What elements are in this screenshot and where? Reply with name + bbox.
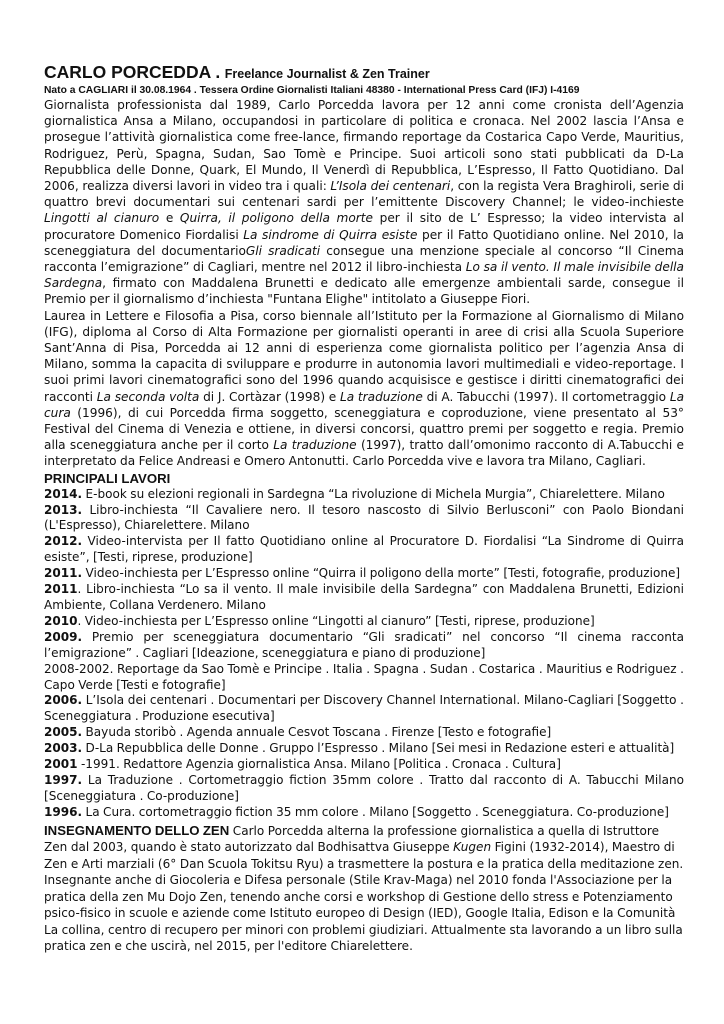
work-year: 2011 (44, 582, 78, 597)
work-entry (44, 534, 684, 566)
work-description: Video-inchiesta per L’Espresso online “Quirra il poligono della morte” [Testi, fotografie, produzione] (82, 566, 681, 581)
biography-paragraph-1 (44, 97, 684, 308)
work-description: -1991. Redattore Agenzia giornalistica Ansa. Milano [Politica . Cronaca . Cultura] (77, 757, 561, 772)
bio-text: (1996), di cui Porcedda firma soggetto, sceneggiatura e coproduzione, viene presentato al 53° Festival del Cinema di Venezia e ottiene, in diversi concorsi, quattro premi per soggetto e regia. Premio alla sceneggiatura anche per il corto (44, 405, 684, 453)
work-entry (44, 582, 684, 614)
works-list (44, 487, 684, 821)
work-description: La Cura. cortometraggio fiction 35 mm colore . Milano [Soggetto . Sceneggiatura. Co-produzione] (82, 804, 669, 819)
work-description: Premio per sceneggiatura documentario “Gli sradicati” nel concorso “Il cinema racconta l’emigrazione” . Cagliari [Ideazione, sceneggiatura e piano di produzione] (44, 629, 684, 660)
work-year: 2009. (44, 629, 83, 644)
cv-header (44, 62, 684, 83)
work-description: D-La Repubblica delle Donne . Gruppo l’Espresso . Milano [Sei mesi in Redazione esteri e attualità] (82, 741, 675, 756)
work-title: Quirra, il poligono della morte (179, 211, 373, 226)
work-year: 2011. (44, 566, 83, 581)
bio-text: , firmato con Maddalena Brunetti e dedicato alle emergenze ambientali sarde, consegue il Premio per il giornalismo d’inchiesta "Funtana Elighe" intitolato a Giuseppe Fiori. (44, 276, 684, 307)
bio-text: Giornalista professionista dal 1989, Carlo Porcedda lavora per 12 anni come cronista dell’Agenzia giornalistica Ansa a Milano, occupandosi in particolare di politica e cronaca. Nel 2002 lascia l’Ansa e prosegue l’attività giornalistica come free-lance, firmando reportage da Costarica Capo Verde, Mauritius, Rodriguez, Perù, Spagna, Sudan, Sao Tomè e Principe. Suoi articoli sono stati pubblicati da D-La Repubblica delle Donne, Quark, El Mundo, Il Venerdì di Repubblica, L’Espresso, Il Fatto Quotidiano. Dal 2006, realizza diversi lavori in video tra i quali: (44, 98, 684, 194)
bio-text: e (159, 211, 180, 226)
work-description: 2008-2002. Reportage da Sao Tomè e Principe . Italia . Spagna . Sudan . Costarica . Mauritius e Rodriguez . Capo Verde [Testi e fotografie] (44, 661, 684, 692)
work-title: Lingotti al cianuro (44, 211, 160, 226)
work-description: . Video-inchiesta per L’Espresso online “Lingotti al cianuro” [Testi, riprese, produzione] (77, 613, 595, 628)
zen-section-title: INSEGNAMENTO DELLO ZEN (44, 822, 230, 838)
teaching-text: Carlo Porcedda alterna la professione giornalistica a quella di Istruttore Zen dal 2003, quando è stato autorizzato dal Bodhisattva Giuseppe (44, 823, 660, 855)
work-entry (44, 487, 684, 503)
work-title: La sindrome di Quirra esiste (243, 227, 418, 242)
teacher-name: Kugen (453, 840, 492, 855)
works-section-title: PRINCIPALI LAVORI (44, 470, 171, 486)
birth-and-credentials: Nato a CAGLIARI il 30.08.1964 . Tessera Ordine Giornalisti Italiani 48380 - International Press Card (IFJ) I-4169 (44, 85, 580, 96)
work-year: 2014. (44, 486, 83, 501)
work-title: La cura (44, 389, 685, 420)
bio-text: consegue una menzione speciale al concorso “Il Cinema racconta l’emigrazione” di Cagliari, mentre nel 2012 il libro-inchiesta (44, 243, 685, 275)
work-title: Gli sradicati (245, 243, 321, 258)
work-year: 2012. (44, 534, 83, 549)
work-year: 2013. (44, 502, 83, 517)
bio-text: , con la regista Vera Braghiroli, serie di quattro brevi documentari sui centenari sardi per l’emittente Discovery Channel; le video-inchieste (44, 179, 685, 210)
bio-text: per il sito de L’ Espresso; la video intervista al procuratore Domenico Fiordalisi (44, 211, 684, 242)
work-year: 2005. (44, 725, 83, 740)
work-entry (44, 693, 684, 725)
work-entry (44, 741, 684, 757)
bio-text: di J. Cortàzar (1998) e (199, 389, 340, 404)
work-description: Libro-inchiesta “Il Cavaliere nero. Il tesoro nascosto di Silvio Berlusconi” con Paolo Biondani (L'Espresso), Chiarelettere. Milano (44, 502, 684, 533)
work-entry (44, 662, 684, 694)
work-year: 1997. (44, 772, 83, 787)
biography-paragraph-2 (44, 308, 684, 470)
work-description: E-book su elezioni regionali in Sardegna “La rivoluzione di Michela Murgia”, Chiarelettere. Milano (82, 486, 665, 501)
work-entry (44, 566, 684, 582)
work-year: 1996. (44, 804, 83, 819)
person-name: CARLO PORCEDDA . (44, 62, 221, 82)
work-entry (44, 805, 684, 821)
work-year: 2010 (44, 613, 78, 628)
work-description: La Traduzione . Cortometraggio fiction 35mm colore . Tratto dal racconto di A. Tabucchi Milano [Sceneggiatura . Co-produzione] (44, 772, 684, 803)
work-entry (44, 630, 684, 662)
work-description: Video-intervista per Il fatto Quotidiano online al Procuratore D. Fiordalisi “La Sindrome di Quirra esiste”, [Testi, riprese, produzione] (44, 534, 684, 565)
bio-text: di A. Tabucchi (1997). Il cortometraggio (422, 389, 670, 404)
teaching-text: Figini (1932-2014), Maestro di Zen e Arti marziali (6° Dan Scuola Tokitsu Ryu) a trasmettere la postura e la pratica della meditazione zen. Insegnante anche di Giocoleria e Difesa personale (Stile Krav-Maga) nel 2010 fonda l'Associazione per la pratica della zen Mu Dojo Zen, tenendo anche corsi e workshop di Gestione dello stress e Potenziamento psico-fisico in scuole e aziende come Istituto europeo di Design (IED), Google Italia, Edison e la Comunità La collina, centro di recupero per minori con problemi giudiziari. Attualmente sta lavorando a un libro sulla pratica zen e che uscirà, nel 2015, per l'editore Chiarelettere. (44, 840, 684, 954)
work-entry (44, 614, 684, 630)
work-entry (44, 773, 684, 805)
work-description: . Libro-inchiesta “Lo sa il vento. Il male invisibile della Sardegna” con Maddalena Brunetti, Edizioni Ambiente, Collana Verdenero. Milano (44, 582, 684, 613)
person-role: Freelance Journalist & Zen Trainer (224, 67, 430, 81)
work-entry (44, 503, 684, 535)
bio-text: (1997), tratto dall’omonimo racconto di A.Tabucchi e interpretato da Felice Andreasi e Omero Antonutti. Carlo Porcedda vive e lavora tra Milano, Cagliari. (44, 438, 685, 469)
work-description: L’Isola dei centenari . Documentari per Discovery Channel International. Milano-Cagliari [Soggetto . Sceneggiatura . Produzione esecutiva] (44, 693, 684, 724)
work-year: 2003. (44, 741, 83, 756)
work-description: Bayuda storibò . Agenda annuale Cesvot Toscana . Firenze [Testo e fotografie] (82, 725, 552, 740)
work-title: L’Isola dei centenari (330, 179, 451, 194)
bio-text: per il Fatto Quotidiano online. Nel 2010, la sceneggiatura del documentario (44, 227, 684, 258)
work-title: La traduzione (273, 438, 357, 453)
work-title: Lo sa il vento. Il male invisibile della Sardegna (44, 260, 684, 291)
work-title: La seconda volta (96, 389, 200, 404)
work-entry (44, 725, 684, 741)
work-entry (44, 757, 684, 773)
work-title: La traduzione (339, 389, 423, 404)
zen-teaching-paragraph (44, 823, 684, 955)
bio-text: Laurea in Lettere e Filosofia a Pisa, corso biennale all’Istituto per la Formazione al Giornalismo di Milano (IFG), diploma al Corso di Alta Formazione per giornalisti operanti in aree di crisi alla Scuola Superiore Sant’Anna di Pisa, Porcedda ai 12 anni di esperienza come giornalista politico per l’agenzia Ansa di Milano, somma la capacita di sviluppare e produrre in autonomia lavori multimediali e video-reportage. I suoi primi lavori cinematografici sono del 1996 quando acquisisce e gestisce i diritti cinematografici dei racconti (44, 308, 684, 404)
work-year: 2001 (44, 757, 78, 772)
work-year: 2006. (44, 693, 83, 708)
cv-document (44, 62, 684, 955)
